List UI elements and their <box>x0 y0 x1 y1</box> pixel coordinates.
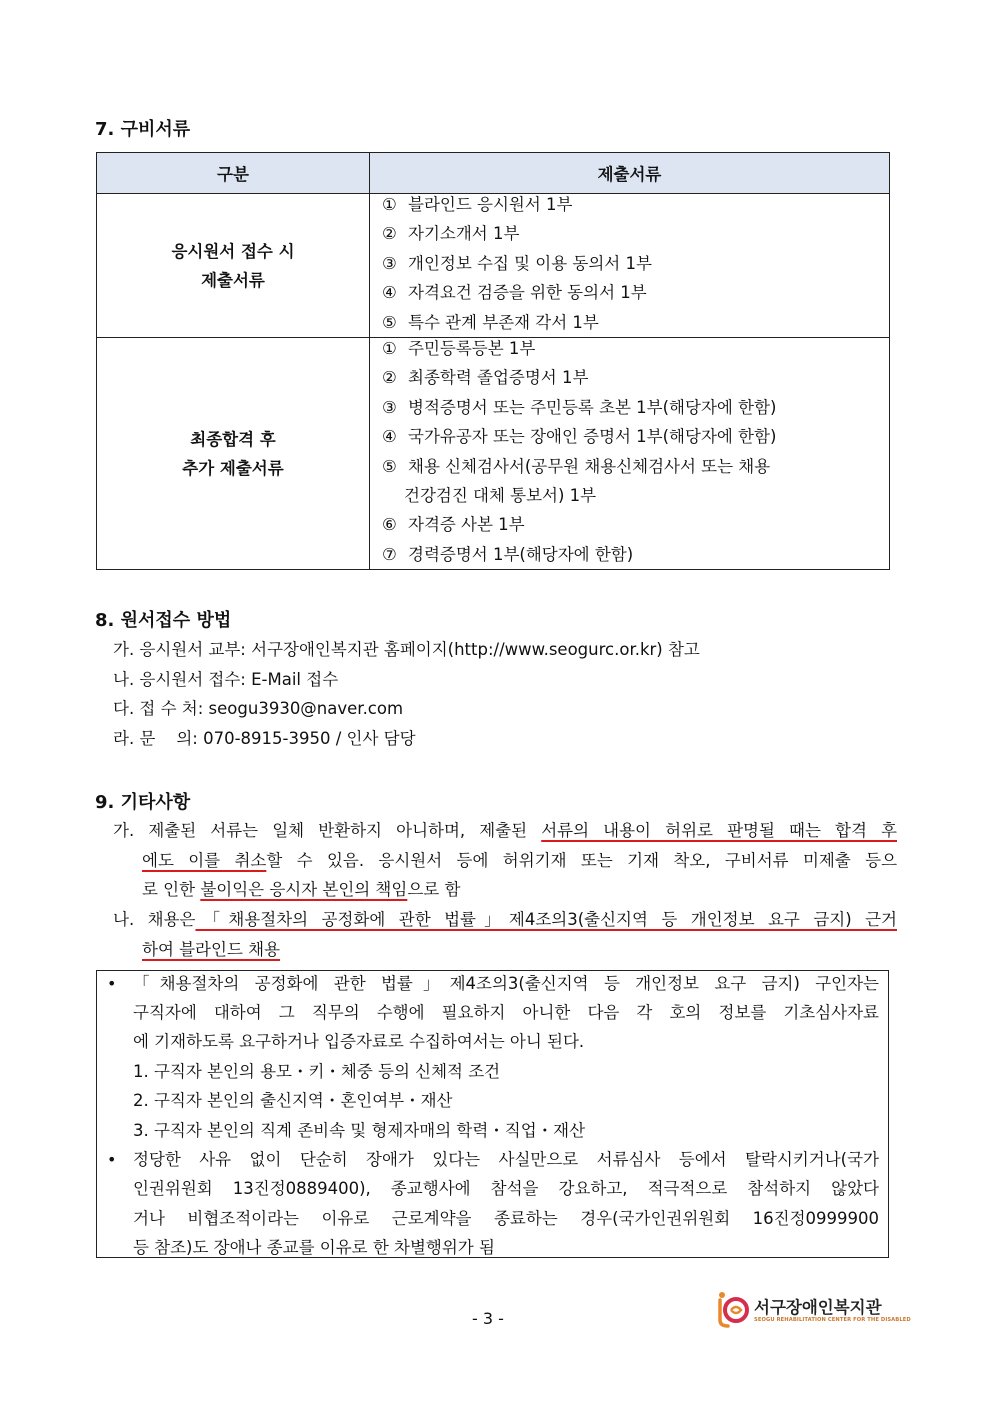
notice-line: 에 기재하도록 요구하거나 입증자료로 수집하여서는 아니 된다. <box>133 1032 585 1051</box>
list-item: 나. 응시원서 접수: E-Mail 접수 <box>113 669 339 689</box>
list-item: ③ 병적증명서 또는 주민등록 초본 1부(해당자에 한함) <box>382 397 777 417</box>
documents-cell <box>370 194 890 338</box>
category-line: 제출서류 <box>201 270 265 290</box>
notice-line: 정당한 사유 없이 단순히 장애가 있다는 사실만으로 서류심사 등에서 탈락시키거나(국가 <box>133 1150 879 1169</box>
legal-notice-box <box>96 970 889 1258</box>
bullet-icon: • <box>107 1150 117 1169</box>
list-item: ② 최종학력 졸업증명서 1부 <box>382 368 589 388</box>
list-item: ① 주민등록등본 1부 <box>382 339 536 359</box>
category-cell <box>97 338 370 570</box>
paragraph-line: 가. 제출된 서류는 일체 반환하지 아니하며, 제출된 서류의 내용이 허위로 판명될 때는 합격 후 <box>113 821 897 840</box>
list-item: ⑦ 경력증명서 1부(해당자에 한함) <box>382 544 634 564</box>
category-cell <box>97 194 370 338</box>
list-item: ③ 개인정보 수집 및 이용 동의서 1부 <box>382 253 652 273</box>
list-item: 라. 문 의: 070-8915-3950 / 인사 담당 <box>113 728 416 748</box>
list-item: ① 블라인드 응시원서 1부 <box>382 195 573 214</box>
list-item: 가. 응시원서 교부: 서구장애인복지관 홈페이지(http://www.seogurc.or.kr) 참고 <box>113 640 700 659</box>
list-item-continuation: 건강검진 대체 통보서) 1부 <box>404 486 597 506</box>
notice-line: 「채용절차의 공정화에 관한 법률」제4조의3(출신지역 등 개인정보 요구 금지) 구인자는 <box>133 974 879 993</box>
logo-korean-text: 서구장애인복지관 <box>754 1298 882 1317</box>
notice-line: 구직자에 대하여 그 직무의 수행에 필요하지 아니한 다음 각 호의 정보를 기초심사자료 <box>133 1003 879 1022</box>
table-row <box>97 194 890 338</box>
logo-mark-icon <box>714 1290 752 1328</box>
paragraph-line: 에도 이를 취소할 수 있음. 응시원서 등에 허위기재 또는 기재 착오, 구비서류 미제출 등으 <box>142 850 898 870</box>
list-item: ⑤ 채용 신체검사서(공무원 채용신체검사서 또는 채용 <box>382 456 771 476</box>
list-item: ⑥ 자격증 사본 1부 <box>382 515 525 535</box>
underlined-text: 「채용절차의 공정화에 관한 법률」제4조의3(출신지역 등 개인정보 요구 금지) 근거 <box>195 910 897 929</box>
category-line: 최종합격 후 <box>190 429 276 449</box>
center-logo <box>714 1290 911 1330</box>
underlined-text: 불이익은 응시자 본인의 책임 <box>200 880 408 899</box>
bullet-icon: • <box>107 974 117 993</box>
phone-number: 070-8915-3950 / 인사 담당 <box>203 728 416 748</box>
logo-english-text: SEOGU REHABILITATION CENTER FOR THE DISABLED <box>754 1317 911 1323</box>
documents-cell <box>370 338 890 570</box>
list-item: ④ 국가유공자 또는 장애인 증명서 1부(해당자에 한함) <box>382 427 777 447</box>
notice-line: 등 참조)도 장애나 종교를 이유로 한 차별행위가 됨 <box>133 1238 495 1257</box>
notice-sub-item: 3. 구직자 본인의 직계 존비속 및 형제자매의 학력・직업・재산 <box>133 1121 586 1140</box>
notice-item-a <box>113 816 897 905</box>
notice-sub-item: 1. 구직자 본인의 용모・키・체중 등의 신체적 조건 <box>133 1062 501 1081</box>
header-category: 구분 <box>97 153 370 194</box>
underlined-text: 서류의 내용이 허위로 판명될 때는 합격 후 <box>541 821 897 840</box>
section-9-title: 9. 기타사항 <box>95 792 191 813</box>
notice-item-b <box>113 905 897 964</box>
required-documents-table <box>96 152 890 570</box>
paragraph-line: 로 인한 불이익은 응시자 본인의 책임으로 함 <box>142 880 461 899</box>
paragraph-line: 나. 채용은「채용절차의 공정화에 관한 법률」제4조의3(출신지역 등 개인정보 요구 금지) 근거 <box>113 910 897 929</box>
category-line: 응시원서 접수 시 <box>171 241 295 261</box>
notice-sub-item: 2. 구직자 본인의 출신지역・혼인여부・재산 <box>133 1091 453 1110</box>
category-line: 추가 제출서류 <box>182 458 284 478</box>
list-item: 다. 접 수 처: seogu3930@naver.com <box>113 699 404 718</box>
list-item: ⑤ 특수 관계 부존재 각서 1부 <box>382 312 599 332</box>
application-method-list <box>113 635 913 753</box>
underlined-text: 에도 이를 취소 <box>142 850 267 870</box>
table-header-row <box>97 153 890 194</box>
header-documents: 제출서류 <box>370 153 890 194</box>
section-8-title: 8. 원서접수 방법 <box>95 610 232 631</box>
section-7-title: 7. 구비서류 <box>95 119 191 140</box>
underlined-text: 하여 블라인드 채용 <box>142 939 281 959</box>
list-item: ② 자기소개서 1부 <box>382 224 520 244</box>
paragraph-line <box>113 935 897 965</box>
notice-line: 인권위원회 13진정0889400), 종교행사에 참석을 강요하고, 적극적으로 참석하지 않았다 <box>133 1179 879 1198</box>
table-row <box>97 338 890 570</box>
list-item: ④ 자격요건 검증을 위한 동의서 1부 <box>382 283 647 303</box>
page-number: - 3 - <box>472 1309 504 1328</box>
email-address: seogu3930@naver.com <box>208 699 404 718</box>
notice-line: 거나 비협조적이라는 이유로 근로계약을 종료하는 경우(국가인권위원회 16진정0999900 <box>133 1209 879 1228</box>
